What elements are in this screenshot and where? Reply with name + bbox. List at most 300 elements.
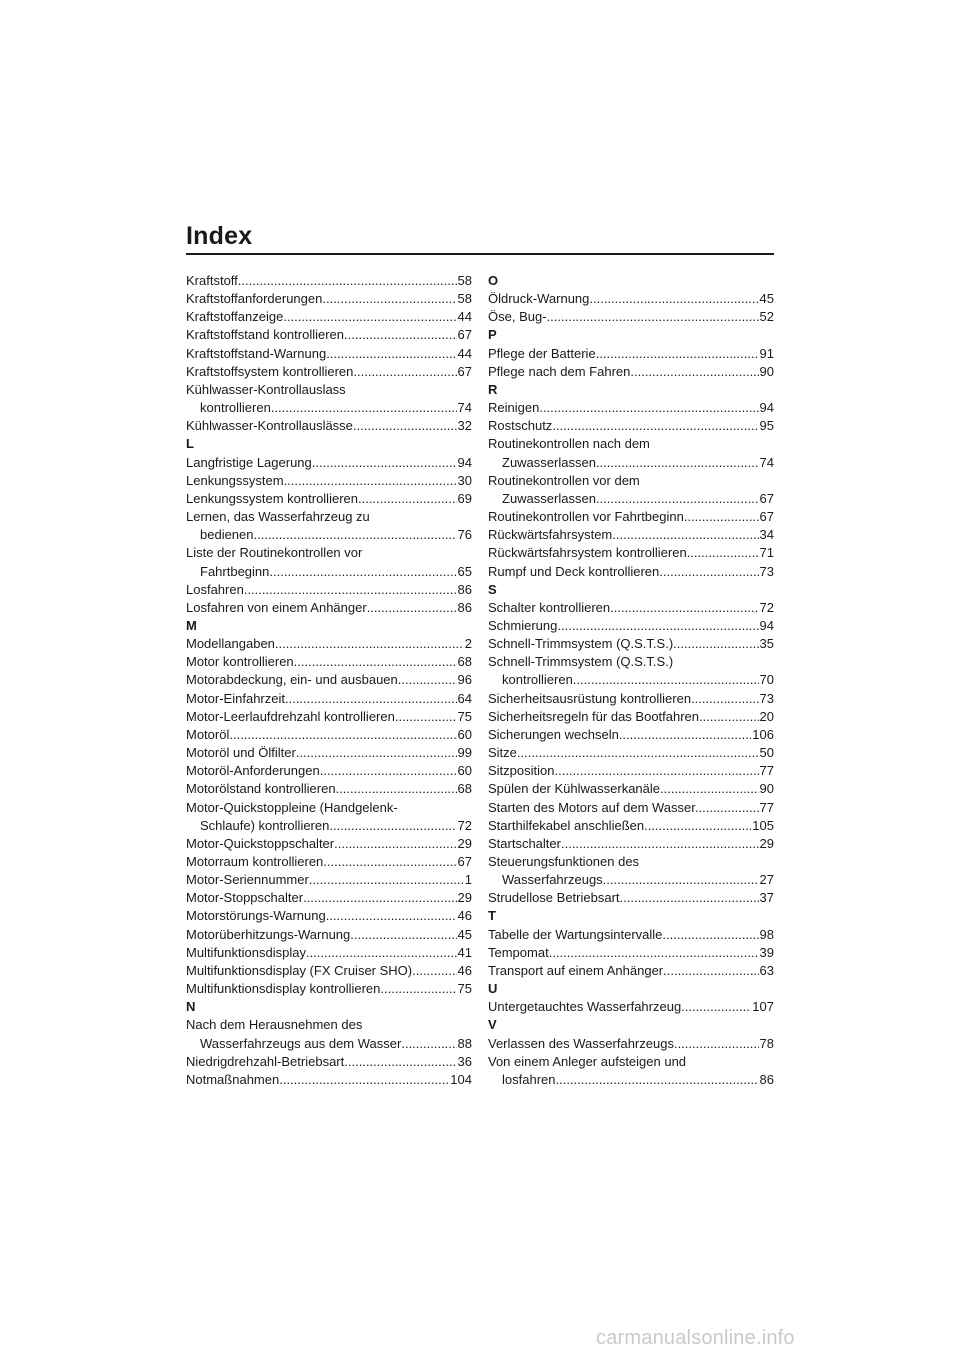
index-entry-page: 77	[759, 763, 774, 779]
index-entry-page: 27	[759, 872, 774, 888]
index-entry-page: 73	[759, 563, 774, 579]
index-entry	[488, 508, 774, 526]
index-entry-label: Sicherheitsregeln für das Bootfahren	[488, 708, 700, 724]
index-entry-page: 94	[457, 454, 472, 470]
index-entry-page: 37	[759, 890, 774, 906]
index-entry	[186, 290, 472, 308]
index-entry	[186, 817, 472, 835]
index-entry	[488, 290, 774, 308]
dot-leader	[630, 363, 758, 381]
index-entry-heading: Motor-Quickstoppleine (Handgelenk-	[186, 799, 398, 815]
index-entry-heading: Nach dem Herausnehmen des	[186, 1017, 363, 1033]
index-entry-label: Reinigen	[488, 400, 540, 416]
dot-leader	[326, 345, 456, 363]
index-entry-label: Lenkungssystem kontrollieren.	[186, 490, 362, 506]
index-entry-label: Motorüberhitzungs-Warnung.	[186, 926, 354, 942]
index-entry	[488, 526, 774, 544]
dot-leader	[589, 290, 758, 308]
index-entry-label: Tabelle der Wartungsintervalle	[488, 926, 663, 942]
index-entry	[186, 1071, 472, 1089]
index-entry-label: Losfahren	[186, 581, 244, 597]
dot-leader	[312, 454, 457, 472]
index-section-letter: V	[488, 1017, 497, 1033]
index-section-letter: T	[488, 908, 496, 924]
index-entry	[186, 1053, 472, 1071]
index-entry-page: 86	[457, 599, 472, 615]
index-entry	[488, 399, 774, 417]
index-entry-label: Motor-Seriennummer	[186, 872, 309, 888]
index-entry-heading: Steuerungsfunktionen des	[488, 854, 640, 869]
dot-leader	[354, 926, 457, 944]
dot-leader	[674, 1035, 759, 1053]
index-entry-page: 58	[457, 291, 472, 307]
index-entry	[186, 490, 472, 508]
index-entry-page: 76	[457, 527, 472, 543]
index-entry-label: Rückwärtsfahrsystem kontrollieren	[488, 545, 687, 561]
index-entry-page: 74	[457, 400, 472, 416]
dot-leader	[271, 399, 457, 417]
index-entry-label: kontrollieren	[200, 400, 271, 416]
dot-leader	[344, 1053, 456, 1071]
index-section-letter: L	[186, 436, 194, 452]
dot-leader	[677, 635, 759, 653]
dot-leader	[323, 853, 456, 871]
index-entry-heading: Schnell-Trimmsystem (Q.S.T.S.)	[488, 654, 674, 670]
index-entry-heading: Lernen, das Wasserfahrzeug zu	[186, 509, 370, 525]
index-entry-heading: Liste der Routinekontrollen vor	[186, 545, 363, 561]
dot-leader	[662, 926, 758, 944]
index-column-left	[186, 272, 472, 1089]
index-entry-page: 29	[759, 835, 774, 851]
dot-leader	[555, 1071, 758, 1089]
index-entry-label: Öse, Bug-	[488, 309, 547, 325]
index-entry-label: Motorabdeckung, ein- und ausbauen.	[186, 672, 402, 688]
index-entry	[186, 762, 472, 780]
dot-leader	[554, 762, 758, 780]
index-entry	[488, 926, 774, 944]
index-entry-page: 2	[464, 636, 472, 652]
index-entry	[186, 780, 472, 798]
index-entry-label: Sicherheitsausrüstung kontrollieren	[488, 690, 692, 706]
dot-leader	[573, 671, 759, 689]
index-entry-page: 63	[759, 962, 774, 978]
index-entry	[186, 889, 472, 907]
index-entry	[488, 998, 774, 1016]
index-entry-label: Verlassen des Wasserfahrzeugs	[488, 1035, 674, 1051]
index-entry	[186, 926, 472, 944]
index-entry-label: Multifunktionsdisplay (FX Cruiser SHO)	[186, 962, 413, 978]
index-entry	[488, 308, 774, 326]
index-entry-page: 68	[457, 781, 472, 797]
index-entry	[488, 563, 774, 581]
index-entry	[488, 544, 774, 562]
dot-leader	[685, 998, 752, 1016]
index-entry-label: Strudellose Betriebsart	[488, 890, 620, 906]
dot-leader	[353, 417, 457, 435]
index-entry	[186, 399, 472, 417]
index-entry-heading: Kühlwasser-Kontrollauslass	[186, 381, 346, 397]
index-entry-page: 20	[759, 708, 774, 724]
index-entry	[186, 345, 472, 363]
index-entry	[488, 871, 774, 889]
index-entry-label: Sitze	[488, 745, 517, 761]
index-entry-page: 99	[457, 745, 472, 761]
index-entry-page: 39	[759, 944, 774, 960]
dot-leader	[610, 599, 758, 617]
watermark-footer: carmanualsonline.info	[596, 1327, 795, 1349]
index-entry-label: Kraftstoffstand kontrollieren	[186, 327, 345, 343]
index-entry-label: Sitzposition	[488, 763, 555, 779]
index-entry-page: 41	[457, 944, 472, 960]
index-entry-page: 58	[457, 273, 472, 288]
index-entry-label: Schnell-Trimmsystem (Q.S.T.S.).	[488, 636, 677, 652]
index-entry	[488, 799, 774, 817]
index-entry-label: Schalter kontrollieren	[488, 599, 611, 615]
dot-leader	[303, 889, 456, 907]
dot-leader	[401, 1035, 456, 1053]
index-entry-label: Notmaßnahmen	[186, 1071, 280, 1087]
dot-leader	[517, 744, 759, 762]
index-entry-page: 73	[759, 690, 774, 706]
index-section-letter: O	[488, 273, 499, 288]
index-entry-label: Startschalter	[488, 835, 561, 851]
index-entry-label: Motorstörungs-Warnung	[186, 908, 326, 924]
dot-leader	[380, 980, 456, 998]
index-entry-page: 98	[759, 926, 774, 942]
index-entry-page: 35	[759, 636, 774, 652]
dot-leader	[309, 871, 464, 889]
dot-leader	[296, 744, 457, 762]
index-entry	[186, 690, 472, 708]
index-entry-label: Motor kontrollieren	[186, 654, 294, 670]
index-entry	[488, 726, 774, 744]
index-section-letter: N	[186, 999, 196, 1015]
index-entry-page: 46	[457, 962, 472, 978]
index-entry-label: Schlaufe) kontrollieren	[200, 817, 330, 833]
index-entry-page: 75	[457, 981, 472, 997]
index-entry-page: 46	[457, 908, 472, 924]
index-entry-label: Öldruck-Warnung	[488, 291, 590, 307]
index-entry-label: Motor-Quickstoppschalter	[186, 835, 335, 851]
index-entry-page: 77	[759, 799, 774, 815]
index-entry	[488, 599, 774, 617]
index-entry-page: 67	[759, 490, 774, 506]
index-entry-page: 95	[759, 418, 774, 434]
dot-leader	[664, 780, 759, 798]
index-entry-page: 106	[752, 726, 774, 742]
dot-leader	[412, 962, 456, 980]
index-entry-label: bedienen	[200, 527, 254, 543]
dot-leader	[322, 290, 456, 308]
index-entry	[488, 1035, 774, 1053]
dot-leader	[687, 544, 759, 562]
dot-leader	[367, 599, 457, 617]
dot-leader	[547, 308, 759, 326]
index-entry-label: Motorölstand kontrollieren	[186, 781, 336, 797]
index-entry-label: Pflege nach dem Fahren	[488, 363, 631, 379]
index-entry	[488, 835, 774, 853]
index-entry-page: 65	[457, 563, 472, 579]
index-entry	[186, 726, 472, 744]
index-entry-page: 105	[752, 817, 774, 833]
index-entry-page: 69	[457, 490, 472, 506]
dot-leader	[395, 708, 457, 726]
index-entry-label: Losfahren von einem Anhänger	[186, 599, 367, 615]
dot-leader	[229, 726, 456, 744]
dot-leader	[283, 308, 456, 326]
index-entry-page: 90	[759, 781, 774, 797]
index-entry	[186, 871, 472, 889]
index-entry-page: 45	[759, 291, 774, 307]
index-entry-page: 67	[457, 327, 472, 343]
index-entry-label: Wasserfahrzeugs aus dem Wasser	[200, 1035, 402, 1051]
index-entry-page: 104	[450, 1071, 472, 1087]
index-entry-label: Motor-Einfahrzeit	[186, 690, 285, 706]
index-entry	[488, 454, 774, 472]
index-entry-label: Untergetauchtes Wasserfahrzeug.	[488, 999, 685, 1015]
index-entry-page: 72	[759, 599, 774, 615]
index-entry-label: Fahrtbeginn.	[200, 563, 273, 579]
index-entry-page: 60	[457, 763, 472, 779]
index-entry-page: 29	[457, 835, 472, 851]
index-entry-label: Kraftstoffanzeige	[186, 309, 284, 325]
index-entry	[488, 690, 774, 708]
index-entry-label: Langfristige Lagerung	[186, 454, 312, 470]
dot-leader	[401, 671, 456, 689]
index-entry-page: 30	[457, 472, 472, 488]
dot-leader	[663, 962, 758, 980]
index-entry-page: 60	[457, 726, 472, 742]
dot-leader	[334, 835, 456, 853]
index-entry-page: 29	[457, 890, 472, 906]
index-entry	[186, 272, 472, 290]
index-entry-label: Rostschutz	[488, 418, 553, 434]
index-section-letter: R	[488, 381, 498, 397]
index-entry	[186, 308, 472, 326]
index-entry-label: Motor-Leerlaufdrehzahl kontrollieren	[186, 708, 395, 724]
index-entry-page: 36	[457, 1053, 472, 1069]
dot-leader	[306, 944, 457, 962]
index-entry	[488, 944, 774, 962]
index-entry-label: Motor-Stoppschalter	[186, 890, 304, 906]
index-entry	[186, 835, 472, 853]
index-entry-label: Spülen der Kühlwasserkanäle.	[488, 781, 664, 797]
index-entry	[186, 472, 472, 490]
dot-leader	[612, 526, 758, 544]
index-section-letter: S	[488, 581, 497, 597]
dot-leader	[244, 581, 457, 599]
index-entry-page: 32	[457, 418, 472, 434]
index-entry	[186, 635, 472, 653]
dot-leader	[284, 472, 457, 490]
index-entry-page: 70	[759, 672, 774, 688]
index-entry	[186, 581, 472, 599]
index-entry-label: Motorraum kontrollieren	[186, 854, 324, 869]
index-entry-page: 94	[759, 400, 774, 416]
index-entry	[488, 762, 774, 780]
index-entry-label: Sicherungen wechseln	[488, 726, 619, 742]
index-entry-label: Zuwasserlassen	[502, 454, 596, 470]
index-entry	[186, 526, 472, 544]
index-entry	[186, 599, 472, 617]
dot-leader	[344, 326, 457, 344]
index-entry-page: 67	[457, 363, 472, 379]
dot-leader	[699, 708, 759, 726]
index-entry-heading: Von einem Anleger aufsteigen und	[488, 1053, 687, 1069]
index-entry-page: 86	[759, 1071, 774, 1087]
index-column-right	[488, 272, 774, 1089]
index-entry	[488, 744, 774, 762]
dot-leader	[596, 490, 759, 508]
index-entry	[186, 1035, 472, 1053]
index-entry-heading: Routinekontrollen nach dem	[488, 436, 650, 452]
index-entry-page: 78	[759, 1035, 774, 1051]
dot-leader	[320, 762, 457, 780]
index-entry-page: 44	[457, 345, 472, 361]
index-entry	[488, 363, 774, 381]
index-entry-page: 64	[457, 690, 472, 706]
index-entry-page: 75	[457, 708, 472, 724]
index-entry-page: 50	[759, 745, 774, 761]
index-entry	[186, 653, 472, 671]
dot-leader	[273, 563, 457, 581]
index-entry	[488, 889, 774, 907]
index-entry	[488, 345, 774, 363]
index-entry-label: Motoröl und Ölfilter	[186, 745, 296, 761]
index-entry-page: 74	[759, 454, 774, 470]
index-entry-label: kontrollieren	[502, 672, 573, 688]
dot-leader	[326, 907, 457, 925]
dot-leader	[620, 889, 759, 907]
dot-leader	[362, 490, 457, 508]
index-entry	[488, 962, 774, 980]
dot-leader	[539, 399, 758, 417]
dot-leader	[691, 690, 758, 708]
dot-leader	[353, 363, 456, 381]
dot-leader	[329, 817, 456, 835]
index-entry-label: Starten des Motors auf dem Wasser.	[488, 799, 699, 815]
index-entry-page: 34	[759, 527, 774, 543]
index-entry	[488, 708, 774, 726]
index-entry-page: 91	[759, 345, 774, 361]
page-title: Index	[186, 222, 253, 250]
index-entry	[488, 671, 774, 689]
dot-leader	[561, 835, 759, 853]
dot-leader	[549, 944, 759, 962]
dot-leader	[619, 726, 751, 744]
index-entry-label: Lenkungssystem	[186, 472, 284, 488]
index-entry	[488, 1071, 774, 1089]
dot-leader	[294, 653, 457, 671]
index-entry-page: 107	[752, 999, 774, 1015]
title-rule	[186, 253, 774, 255]
index-entry-page: 96	[457, 672, 472, 688]
index-entry-heading: Routinekontrollen vor dem	[488, 472, 640, 488]
index-entry-label: Kraftstoffsystem kontrollieren	[186, 363, 354, 379]
index-entry-page: 44	[457, 309, 472, 325]
dot-leader	[659, 563, 758, 581]
index-entry-page: 90	[759, 363, 774, 379]
dot-leader	[254, 526, 457, 544]
index-entry	[186, 944, 472, 962]
index-entry	[186, 454, 472, 472]
index-entry-label: Motoröl-Anforderungen	[186, 763, 320, 779]
index-entry-label: Routinekontrollen vor Fahrtbeginn	[488, 509, 684, 525]
index-entry	[186, 853, 472, 871]
index-entry-page: 67	[759, 509, 774, 525]
index-entry-label: Schmierung	[488, 617, 558, 633]
index-entry-label: Modellangaben.	[186, 636, 279, 652]
dot-leader	[336, 780, 457, 798]
dot-leader	[596, 454, 759, 472]
index-entry	[186, 962, 472, 980]
index-entry-label: Tempomat	[488, 944, 549, 960]
index-entry	[488, 780, 774, 798]
dot-leader	[552, 417, 758, 435]
dot-leader	[699, 799, 759, 817]
dot-leader	[684, 508, 759, 526]
index-entry-page: 71	[759, 545, 774, 561]
index-section-letter: U	[488, 981, 498, 997]
dot-leader	[644, 817, 751, 835]
index-entry	[186, 326, 472, 344]
dot-leader	[279, 635, 464, 653]
index-entry-page: 86	[457, 581, 472, 597]
index-entry-label: Kühlwasser-Kontrollauslässe	[186, 418, 353, 434]
index-entry	[488, 417, 774, 435]
index-entry	[186, 744, 472, 762]
index-entry	[186, 671, 472, 689]
index-entry-page: 52	[759, 309, 774, 325]
index-entry-label: Zuwasserlassen	[502, 490, 596, 506]
dot-leader	[238, 272, 457, 290]
index-entry	[488, 490, 774, 508]
index-entry-label: Transport auf einem Anhänger	[488, 962, 664, 978]
index-entry	[488, 617, 774, 635]
index-entry	[186, 980, 472, 998]
index-entry-label: Starthilfekabel anschließen	[488, 817, 645, 833]
index-entry-label: Wasserfahrzeugs	[502, 872, 603, 888]
dot-leader	[557, 617, 758, 635]
index-entry-label: Rückwärtsfahrsystem	[488, 527, 613, 543]
index-entry-label: Niedrigdrehzahl-Betriebsart	[186, 1053, 345, 1069]
index-entry	[488, 817, 774, 835]
index-entry-page: 94	[759, 617, 774, 633]
index-entry-label: Kraftstoffanforderungen	[186, 291, 323, 307]
index-entry	[186, 907, 472, 925]
dot-leader	[279, 1071, 449, 1089]
index-section-letter: P	[488, 327, 497, 343]
dot-leader	[603, 871, 759, 889]
dot-leader	[596, 345, 759, 363]
index-entry-label: Motoröl	[186, 726, 230, 742]
index-entry-label: Rumpf und Deck kontrollieren	[488, 563, 660, 579]
index-entry-label: Pflege der Batterie	[488, 345, 596, 361]
index-entry-label: Multifunktionsdisplay kontrollieren	[186, 981, 381, 997]
index-entry-label: Kraftstoffstand-Warnung	[186, 345, 327, 361]
index-section-letter: M	[186, 617, 197, 633]
dot-leader	[285, 690, 457, 708]
index-entry-label: Kraftstoff	[186, 273, 238, 288]
index-entry-page: 72	[457, 817, 472, 833]
index-entry	[186, 563, 472, 581]
index-entry-page: 45	[457, 926, 472, 942]
index-entry	[186, 363, 472, 381]
index-entry-page: 1	[464, 872, 472, 888]
index-entry	[488, 635, 774, 653]
index-entry	[186, 417, 472, 435]
index-entry-page: 67	[457, 854, 472, 869]
